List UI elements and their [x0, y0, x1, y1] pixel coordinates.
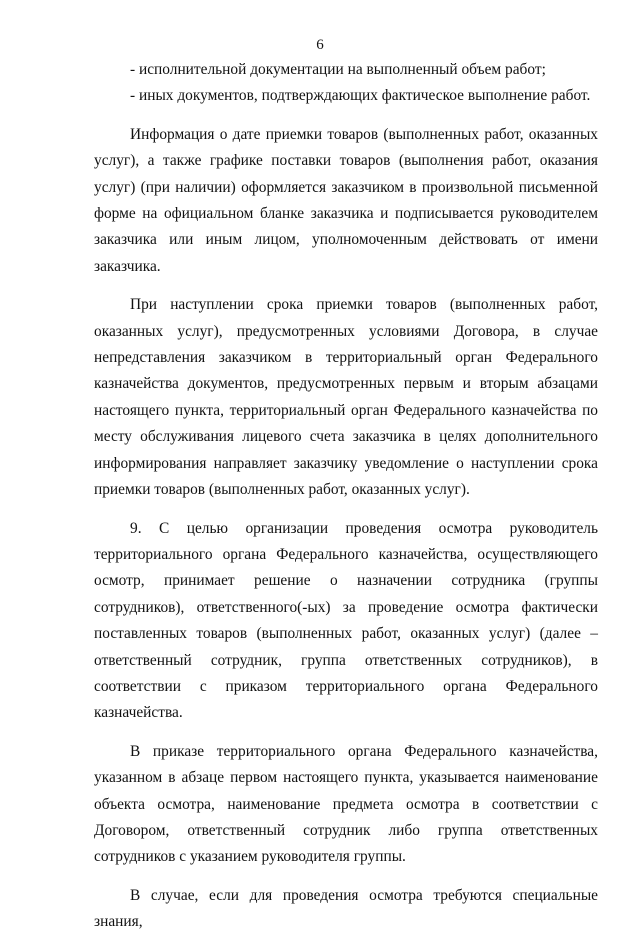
paragraph-acceptance-date-info: Информация о дате приемки товаров (выполненных работ, оказанных услуг), а также графике поставки товаров (выполнения работ, оказания услуг) (при наличии) оформляется заказчиком в произвольной письменной форме на официальном бланке заказчика и подписывается руководителем заказчика или иным лицом, уполномоченным действовать от имени заказчика.: [94, 125, 598, 275]
paragraph-item-9-responsible-staff: 9. С целью организации проведения осмотра руководитель территориального органа Федерального казначейства, осуществляющего осмотр, принимает решение о назначении сотрудника (группы сотрудников), ответственного(-ых) за проведение осмотра фактически поставленных товаров (выполненных работ, оказанных услуг) (далее – ответственный сотрудник, группа ответственных сотрудников), в соответствии с приказом территориального органа Федерального казначейства.: [94, 519, 598, 722]
paragraph-other-documents: - иных документов, подтверждающих фактическое выполнение работ.: [130, 87, 591, 105]
document-body: [94, 57, 598, 936]
paragraph-special-knowledge: В случае, если для проведения осмотра требуются специальные знания,: [94, 886, 598, 931]
paragraph-executive-documentation: - исполнительной документации на выполненный объем работ;: [130, 61, 546, 78]
paragraph-acceptance-deadline-notice: При наступлении срока приемки товаров (выполненных работ, оказанных услуг), предусмотренных условиями Договора, в случае непредставления заказчиком в территориальный орган Федерального казначейства документов, предусмотренных первым и вторым абзацами настоящего пункта, территориальный орган Федерального казначейства по месту обслуживания лицевого счета заказчика в целях дополнительного информирования направляет заказчику уведомление о наступлении срока приемки товаров (выполненных работ, оказанных услуг).: [94, 296, 598, 499]
paragraph-order-contents: В приказе территориального органа Федерального казначейства, указанном в абзаце первом настоящего пункта, указывается наименование объекта осмотра, наименование предмета осмотра в соответствии с Договором, ответственный сотрудник либо группа ответственных сотрудников с указанием руководителя группы.: [94, 742, 598, 866]
page-number: 6: [316, 37, 324, 53]
